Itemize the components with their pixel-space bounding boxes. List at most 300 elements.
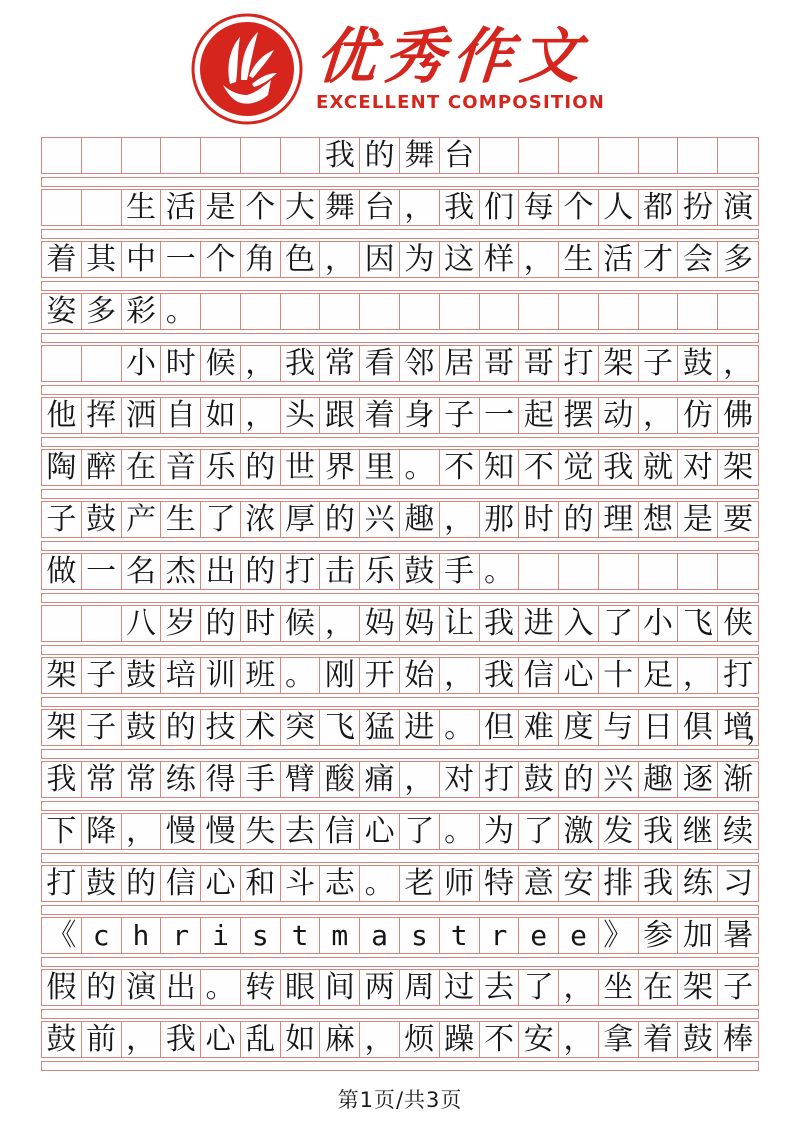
grid-cell: 名	[122, 554, 162, 589]
grid-cell: 候	[201, 346, 241, 381]
grid-cell: 入	[559, 606, 599, 641]
grid-cell: 小	[639, 606, 679, 641]
grid-cell: 渐	[723, 761, 754, 797]
grid-row	[41, 189, 759, 239]
grid-cell: 乐	[201, 450, 241, 485]
grid-cell: 增	[723, 709, 754, 745]
grid-cell	[42, 346, 82, 381]
grid-cell: 知	[480, 450, 520, 485]
grid-cell	[678, 294, 718, 329]
grid-cell: 着	[42, 242, 82, 277]
grid-cell: ，	[122, 814, 162, 849]
grid-cell: 对	[440, 762, 480, 797]
grid-cell	[281, 294, 321, 329]
grid-cell: 会	[678, 242, 718, 277]
grid-cell: 信	[161, 866, 201, 901]
grid-cell: 我	[639, 814, 679, 849]
grid-cell: 进	[519, 606, 559, 641]
grid-cell: 中	[122, 242, 162, 277]
grid-cell	[639, 294, 679, 329]
grid-cell: 醉	[82, 450, 122, 485]
grid-cell: 在	[639, 970, 679, 1005]
grid-cell: 拿	[599, 1022, 639, 1057]
grid-cell: 八	[122, 606, 162, 641]
grid-cell: 如	[281, 1022, 321, 1057]
grid-cell: 哥	[480, 346, 520, 381]
grid-cell: 猛	[360, 710, 400, 745]
grid-cell: 的	[241, 554, 281, 589]
grid-cell: 岁	[161, 606, 201, 641]
row-strip	[41, 541, 759, 551]
grid-cell: 失	[241, 814, 281, 849]
grid-cell: 练	[678, 866, 718, 901]
grid-cell: 时	[241, 606, 281, 641]
header	[190, 12, 605, 126]
grid-cell: 架	[42, 658, 82, 693]
grid-cell: 乐	[360, 554, 400, 589]
grid-cell: e	[519, 918, 559, 953]
grid-cell: 厚	[281, 502, 321, 537]
grid-cell: 子	[639, 346, 679, 381]
brand-subtitle: EXCELLENT COMPOSITION	[316, 91, 606, 113]
grid-cell: 那	[480, 502, 520, 537]
book-sprout-logo-icon	[190, 12, 304, 126]
grid-cell: 。	[360, 866, 400, 901]
grid-cell: 演	[723, 189, 754, 225]
grid-row	[41, 397, 759, 447]
grid-cell: 慢	[161, 814, 201, 849]
grid-cell: ，	[723, 345, 754, 381]
grid-cell: 始	[400, 658, 440, 693]
grid-row	[41, 605, 759, 655]
grid-cell: 姿	[42, 294, 82, 329]
grid-cell: 习	[723, 865, 754, 901]
grid-cell: 技	[201, 710, 241, 745]
grid-cell: 哥	[519, 346, 559, 381]
grid-cell: 看	[360, 346, 400, 381]
grid-cell: s	[400, 918, 440, 953]
grid-cell: i	[201, 918, 241, 953]
grid-cell: ，	[678, 658, 718, 693]
grid-cell: 打	[480, 762, 520, 797]
grid-cell: 让	[440, 606, 480, 641]
grid-cell: 意	[519, 866, 559, 901]
grid-cell	[599, 554, 639, 589]
grid-cell: 的	[82, 970, 122, 1005]
grid-cell: 为	[480, 814, 520, 849]
grid-cell: 头	[281, 398, 321, 433]
grid-row	[41, 241, 759, 291]
grid-cell: 台	[360, 190, 400, 225]
grid-cell: 足	[639, 658, 679, 693]
grid-cell: 架	[723, 449, 754, 485]
grid-cell: 续	[723, 813, 754, 849]
grid-cell: 烦	[400, 1022, 440, 1057]
grid-cell: 乱	[241, 1022, 281, 1057]
grid-cell: 世	[281, 450, 321, 485]
footer	[0, 1084, 800, 1114]
grid-cell	[599, 294, 639, 329]
row-strip	[41, 697, 759, 707]
row-strip	[41, 957, 759, 967]
grid-cell	[82, 138, 122, 173]
grid-cell: 摆	[559, 398, 599, 433]
row-strip	[41, 593, 759, 603]
grid-cell: ，	[400, 762, 440, 797]
row-strip	[41, 333, 759, 343]
grid-cell: m	[320, 918, 360, 953]
grid-cell	[241, 138, 281, 173]
grid-row	[41, 293, 759, 343]
grid-cell: 臂	[281, 762, 321, 797]
grid-cell: 的	[360, 138, 400, 173]
grid-cell	[42, 606, 82, 641]
grid-cell: 眼	[281, 970, 321, 1005]
grid-row	[41, 553, 759, 603]
row-strip	[41, 229, 759, 239]
grid-cell: 棒	[723, 1021, 754, 1057]
grid-cell: 手	[241, 762, 281, 797]
grid-cell: 和	[241, 866, 281, 901]
grid-cell: 做	[42, 554, 82, 589]
grid-cell	[559, 294, 599, 329]
grid-cell: 活	[161, 190, 201, 225]
grid-cell	[42, 138, 82, 173]
grid-cell	[639, 138, 679, 173]
row-strip	[41, 489, 759, 499]
grid-cell: ，	[400, 190, 440, 225]
grid-cell: 其	[82, 242, 122, 277]
grid-row	[41, 865, 759, 915]
grid-cell: 架	[42, 710, 82, 745]
grid-cell: 了	[201, 502, 241, 537]
grid-cell: r	[480, 918, 520, 953]
grid-cell: 难	[519, 710, 559, 745]
grid-cell: 佛	[723, 397, 754, 433]
grid-cell: 常	[122, 762, 162, 797]
grid-cell	[320, 294, 360, 329]
grid-row	[41, 137, 759, 187]
grid-cell: 动	[599, 398, 639, 433]
grid-cell: 信	[519, 658, 559, 693]
grid-cell	[559, 138, 599, 173]
grid-cell: 。	[201, 970, 241, 1005]
grid-cell: 里	[360, 450, 400, 485]
grid-cell: 酸	[320, 762, 360, 797]
grid-cell: ，	[519, 242, 559, 277]
grid-cell: 仿	[678, 398, 718, 433]
grid-cell: 起	[519, 398, 559, 433]
grid-cell: 跟	[320, 398, 360, 433]
grid-cell: 降	[82, 814, 122, 849]
grid-cell	[678, 138, 718, 173]
grid-cell: 一	[480, 398, 520, 433]
grid-cell: 多	[723, 241, 754, 277]
manuscript-grid	[41, 137, 776, 1073]
grid-cell	[82, 190, 122, 225]
grid-cell: 音	[161, 450, 201, 485]
grid-cell	[718, 554, 758, 589]
grid-cell: 我	[480, 606, 520, 641]
grid-cell: 。	[440, 814, 480, 849]
grid-cell: 俱	[678, 710, 718, 745]
grid-cell: 角	[241, 242, 281, 277]
grid-cell: 产	[122, 502, 162, 537]
grid-cell: 扮	[678, 190, 718, 225]
brand-title: 优秀作文	[313, 21, 591, 92]
grid-cell: 这	[440, 242, 480, 277]
grid-cell: 兴	[360, 502, 400, 537]
grid-cell: 才	[639, 242, 679, 277]
grid-cell: 趣	[400, 502, 440, 537]
grid-cell: 的	[122, 866, 162, 901]
grid-cell: 了	[519, 814, 559, 849]
grid-cell: 大	[281, 190, 321, 225]
grid-row	[41, 709, 776, 759]
grid-row	[41, 449, 759, 499]
grid-cell: 我	[320, 138, 360, 173]
grid-cell: ，	[122, 1022, 162, 1057]
grid-cell: 去	[281, 814, 321, 849]
row-strip	[41, 385, 759, 395]
grid-cell: 十	[599, 658, 639, 693]
row-strip	[41, 1061, 759, 1071]
grid-cell: 子	[42, 502, 82, 537]
grid-cell	[122, 138, 162, 173]
grid-cell	[42, 190, 82, 225]
grid-cell: 的	[161, 710, 201, 745]
grid-cell: ，	[440, 658, 480, 693]
grid-cell: 心	[559, 658, 599, 693]
grid-cell	[241, 294, 281, 329]
grid-cell: 出	[201, 554, 241, 589]
grid-cell	[559, 554, 599, 589]
row-strip	[41, 853, 759, 863]
grid-cell: 觉	[559, 450, 599, 485]
grid-cell	[639, 554, 679, 589]
grid-cell	[519, 138, 559, 173]
grid-row	[41, 345, 759, 395]
grid-cell: 不	[440, 450, 480, 485]
grid-cell: 子	[723, 969, 754, 1005]
grid-cell: 的	[559, 762, 599, 797]
grid-cell: 趣	[639, 762, 679, 797]
grid-cell: 杰	[161, 554, 201, 589]
grid-cell: 了	[599, 606, 639, 641]
grid-cell: 老	[400, 866, 440, 901]
row-strip	[41, 749, 759, 759]
grid-cell: 但	[480, 710, 520, 745]
grid-cell: 生	[559, 242, 599, 277]
grid-cell: 个	[559, 190, 599, 225]
grid-cell: 的	[559, 502, 599, 537]
grid-cell: 架	[678, 970, 718, 1005]
grid-cell: 着	[360, 398, 400, 433]
grid-cell: t	[440, 918, 480, 953]
grid-cell: 。	[440, 710, 480, 745]
grid-cell	[82, 346, 122, 381]
grid-cell: 飞	[320, 710, 360, 745]
grid-cell: 术	[241, 710, 281, 745]
grid-cell: 一	[82, 554, 122, 589]
grid-cell	[718, 138, 758, 173]
grid-cell: 下	[42, 814, 82, 849]
grid-cell: 假	[42, 970, 82, 1005]
grid-cell: 我	[281, 346, 321, 381]
grid-cell: 逐	[678, 762, 718, 797]
grid-cell: 慢	[201, 814, 241, 849]
grid-row	[41, 813, 759, 863]
grid-cell: ，	[360, 1022, 400, 1057]
grid-cell: 理	[599, 502, 639, 537]
grid-cell: 自	[161, 398, 201, 433]
grid-cell: 都	[639, 190, 679, 225]
grid-cell: 打	[281, 554, 321, 589]
overflow-punctuation: ，	[746, 712, 776, 747]
grid-cell	[519, 554, 559, 589]
grid-cell: 因	[360, 242, 400, 277]
grid-cell: 生	[161, 502, 201, 537]
grid-row	[41, 657, 759, 707]
grid-cell: 陶	[42, 450, 82, 485]
grid-cell: r	[161, 918, 201, 953]
grid-cell: 兴	[599, 762, 639, 797]
grid-cell: 安	[559, 866, 599, 901]
grid-cell: 界	[320, 450, 360, 485]
grid-cell: 得	[201, 762, 241, 797]
grid-cell: 妈	[400, 606, 440, 641]
grid-cell: 个	[241, 190, 281, 225]
grid-cell: 为	[400, 242, 440, 277]
grid-cell: ，	[440, 502, 480, 537]
grid-cell: 舞	[400, 138, 440, 173]
grid-cell: 对	[678, 450, 718, 485]
grid-cell: ，	[320, 242, 360, 277]
grid-cell: 击	[320, 554, 360, 589]
grid-cell: 生	[122, 190, 162, 225]
grid-cell: 。	[480, 554, 520, 589]
grid-cell	[480, 138, 520, 173]
grid-cell: 进	[400, 710, 440, 745]
grid-cell: ，	[320, 606, 360, 641]
grid-cell: 不	[480, 1022, 520, 1057]
grid-cell: 如	[201, 398, 241, 433]
grid-cell: 我	[161, 1022, 201, 1057]
grid-cell: 的	[201, 606, 241, 641]
grid-cell: 特	[480, 866, 520, 901]
grid-cell: 日	[639, 710, 679, 745]
grid-cell: 》	[599, 918, 639, 953]
grid-cell	[201, 294, 241, 329]
grid-cell: 转	[241, 970, 281, 1005]
grid-cell: 前	[82, 1022, 122, 1057]
grid-cell: 台	[440, 138, 480, 173]
grid-cell	[718, 294, 758, 329]
grid-cell: 是	[201, 190, 241, 225]
grid-cell: 鼓	[678, 1022, 718, 1057]
grid-cell: 我	[599, 450, 639, 485]
grid-cell: 身	[400, 398, 440, 433]
grid-cell: 两	[360, 970, 400, 1005]
grid-cell: 麻	[320, 1022, 360, 1057]
grid-cell: 人	[599, 190, 639, 225]
grid-cell: 色	[281, 242, 321, 277]
grid-cell: 时	[519, 502, 559, 537]
grid-cell: ，	[559, 970, 599, 1005]
grid-cell: s	[241, 918, 281, 953]
grid-cell	[599, 138, 639, 173]
grid-cell: 他	[42, 398, 82, 433]
grid-cell: 。	[400, 450, 440, 485]
grid-cell: 我	[440, 190, 480, 225]
grid-cell: 躁	[440, 1022, 480, 1057]
grid-cell: 鼓	[519, 762, 559, 797]
row-strip	[41, 177, 759, 187]
grid-cell: 是	[678, 502, 718, 537]
grid-cell: 师	[440, 866, 480, 901]
grid-cell: 安	[519, 1022, 559, 1057]
grid-cell: 鼓	[122, 710, 162, 745]
row-strip	[41, 1009, 759, 1019]
grid-cell: 开	[360, 658, 400, 693]
grid-row	[41, 761, 759, 811]
grid-cell: 鼓	[678, 346, 718, 381]
grid-cell: 斗	[281, 866, 321, 901]
grid-cell: 培	[161, 658, 201, 693]
grid-cell: 妈	[360, 606, 400, 641]
grid-cell: 暑	[723, 917, 754, 953]
grid-cell: 飞	[678, 606, 718, 641]
row-strip	[41, 801, 759, 811]
grid-cell: 打	[559, 346, 599, 381]
grid-row	[41, 969, 759, 1019]
grid-cell: 了	[400, 814, 440, 849]
grid-cell: 着	[639, 1022, 679, 1057]
grid-row	[41, 917, 759, 967]
grid-cell: 。	[161, 294, 201, 329]
grid-cell: h	[122, 918, 162, 953]
grid-cell: 刚	[320, 658, 360, 693]
grid-cell: 参	[639, 918, 679, 953]
grid-cell: 挥	[82, 398, 122, 433]
grid-cell: 我	[639, 866, 679, 901]
grid-cell: 突	[281, 710, 321, 745]
grid-cell	[678, 554, 718, 589]
grid-cell: 我	[42, 762, 82, 797]
grid-cell: 了	[519, 970, 559, 1005]
grid-cell: 架	[599, 346, 639, 381]
grid-cell: 心	[360, 814, 400, 849]
grid-row	[41, 1021, 759, 1071]
grid-cell	[400, 294, 440, 329]
grid-cell: 常	[82, 762, 122, 797]
grid-cell: 心	[201, 1022, 241, 1057]
grid-cell: 与	[599, 710, 639, 745]
grid-cell: 侠	[723, 605, 754, 641]
grid-cell: 的	[241, 450, 281, 485]
grid-cell: 间	[320, 970, 360, 1005]
grid-cell: ，	[639, 398, 679, 433]
grid-cell: 信	[320, 814, 360, 849]
grid-cell	[201, 138, 241, 173]
grid-cell: 训	[201, 658, 241, 693]
grid-cell: 《	[42, 918, 82, 953]
grid-cell: 激	[559, 814, 599, 849]
grid-cell: 彩	[122, 294, 162, 329]
grid-cell: 浓	[241, 502, 281, 537]
grid-cell	[281, 138, 321, 173]
grid-cell: 在	[122, 450, 162, 485]
